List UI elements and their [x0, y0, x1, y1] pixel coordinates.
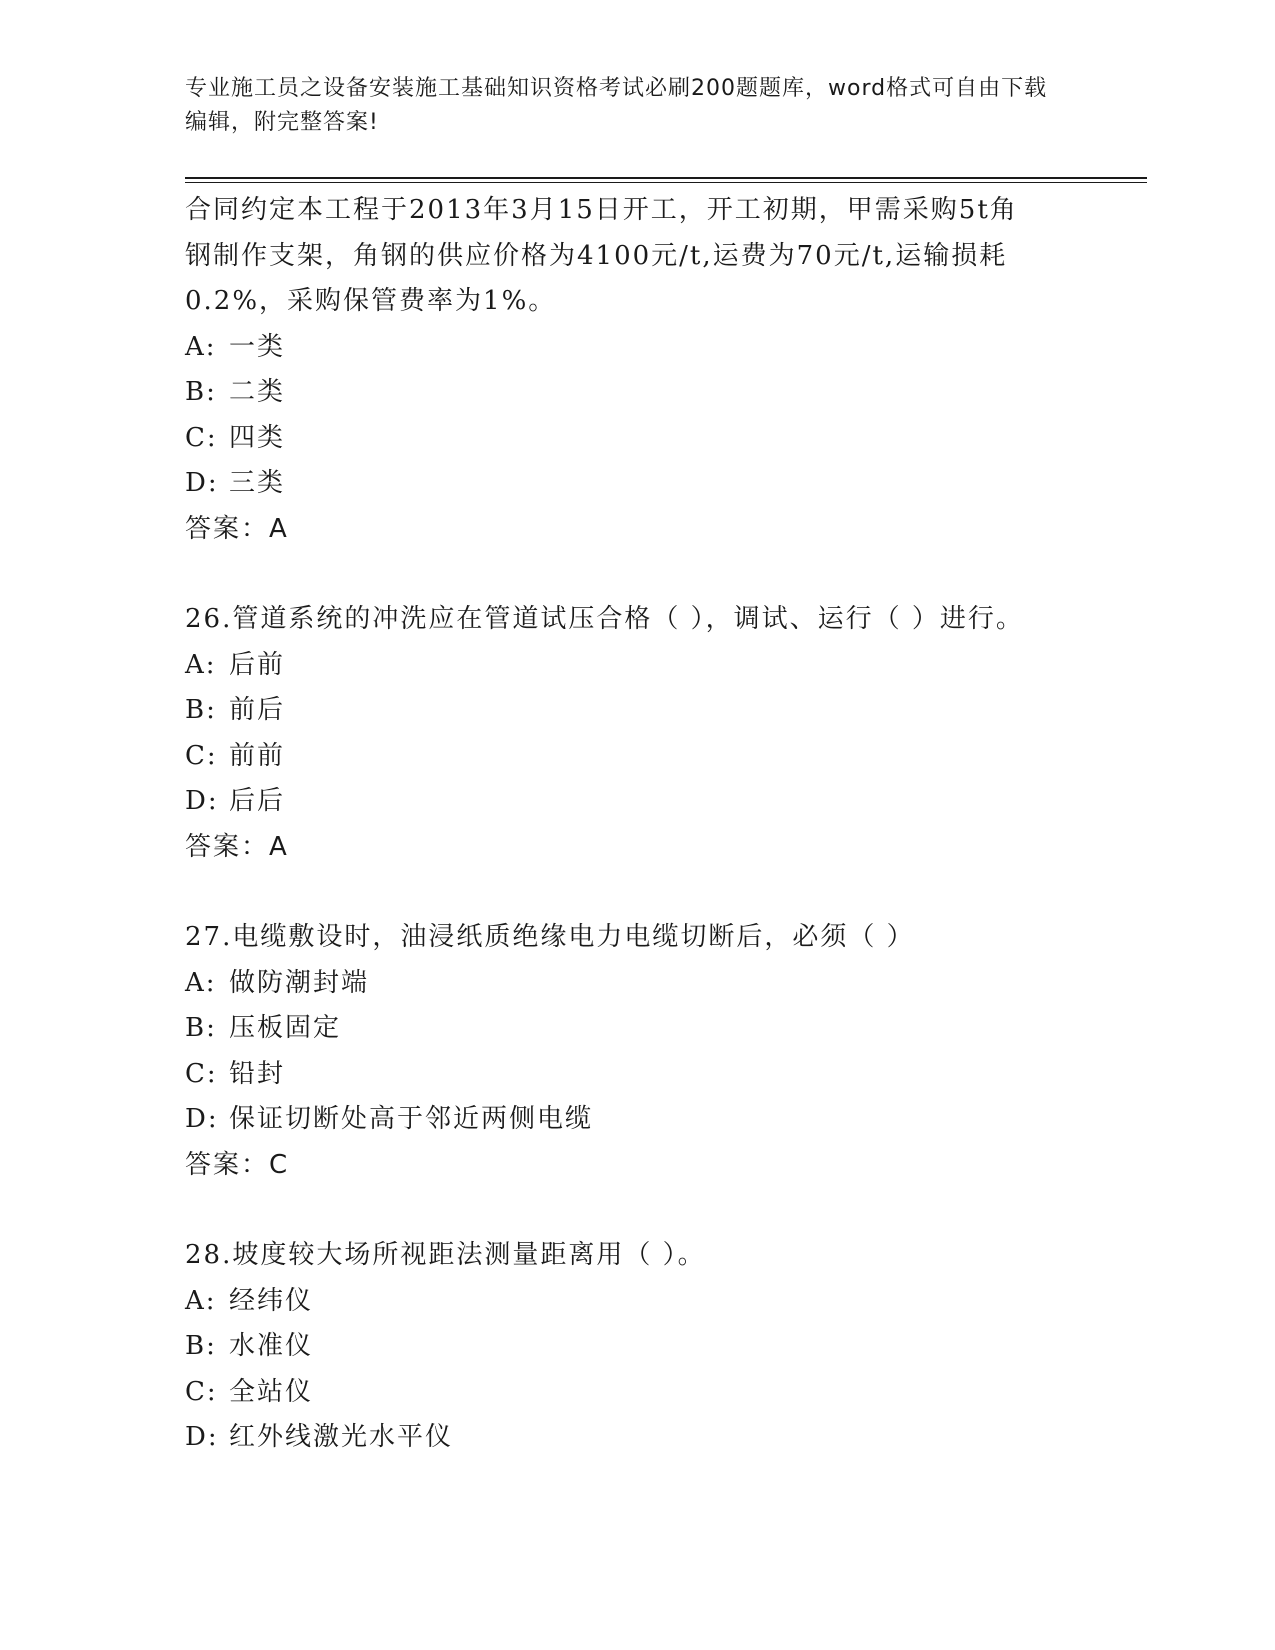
answer-line: 答案：A [185, 831, 289, 862]
option-b [185, 1006, 1105, 1052]
question-spacer [185, 870, 1105, 915]
question-text-line: 合同约定本工程于2013年3月15日开工，开工初期，甲需采购5t角 [185, 195, 1018, 225]
option-letter: B: [185, 695, 217, 725]
option-text: 三类 [229, 468, 286, 498]
option-a [185, 325, 1105, 371]
question-text-line: 钢制作支架，角钢的供应价格为4100元/t,运费为70元/t,运输损耗 [185, 240, 1008, 271]
option-b [185, 1324, 1105, 1370]
option-letter: D: [185, 1422, 219, 1452]
question-spacer [185, 552, 1105, 597]
option-c [185, 1052, 1105, 1098]
option-text: 铅封 [229, 1058, 286, 1089]
option-b [185, 688, 1105, 734]
question-27 [185, 915, 1105, 1188]
option-text: 压板固定 [229, 1013, 342, 1043]
option-letter: B: [185, 1331, 217, 1361]
question-text: 28.坡度较大场所视距法测量距离用（ ）。 [185, 1240, 706, 1270]
question-list [185, 188, 1105, 1461]
option-letter: C: [185, 422, 218, 453]
option-letter: D: [185, 786, 219, 816]
option-letter: A: [185, 1285, 217, 1316]
option-c [185, 416, 1105, 462]
option-letter: C: [185, 740, 218, 771]
option-text: 水准仪 [229, 1331, 314, 1361]
option-text: 前前 [229, 740, 286, 771]
document-header-title: 专业施工员之设备安装施工基础知识资格考试必刷200题题库，word格式可自由下载编辑，附完整答案! [185, 76, 1048, 135]
option-letter: A: [185, 331, 217, 362]
question-text: 27.电缆敷设时，油浸纸质绝缘电力电缆切断后，必须（ ） [185, 922, 915, 952]
option-letter: D: [185, 468, 219, 498]
option-text: 前后 [229, 695, 286, 725]
option-text: 四类 [229, 422, 286, 453]
option-text: 二类 [229, 377, 286, 407]
option-letter: A: [185, 967, 217, 998]
question-26 [185, 597, 1105, 870]
option-d [185, 461, 1105, 507]
option-letter: C: [185, 1376, 218, 1407]
option-text: 红外线激光水平仪 [229, 1422, 454, 1452]
question-text: 26.管道系统的冲洗应在管道试压合格（ ），调试、运行（ ）进行。 [185, 604, 1024, 634]
option-a [185, 1279, 1105, 1325]
option-d [185, 1415, 1105, 1461]
option-text: 一类 [229, 331, 286, 362]
option-d [185, 1097, 1105, 1143]
option-letter: A: [185, 649, 217, 680]
header-divider-thick [185, 177, 1147, 179]
option-b [185, 370, 1105, 416]
answer-line: 答案：A [185, 513, 289, 544]
option-letter: B: [185, 377, 217, 407]
option-c [185, 1370, 1105, 1416]
option-d [185, 779, 1105, 825]
option-text: 做防潮封端 [229, 967, 370, 998]
option-text: 保证切断处高于邻近两侧电缆 [229, 1104, 594, 1134]
option-text: 经纬仪 [229, 1285, 314, 1316]
question-spacer [185, 1188, 1105, 1233]
option-a [185, 643, 1105, 689]
option-text: 后后 [229, 786, 286, 816]
question-text-line: 0.2%，采购保管费率为1%。 [185, 286, 557, 316]
option-letter: D: [185, 1104, 219, 1134]
header-divider-thin [185, 182, 1147, 183]
option-letter: B: [185, 1013, 217, 1043]
option-a [185, 961, 1105, 1007]
question-25 [185, 188, 1105, 552]
option-text: 全站仪 [229, 1376, 314, 1407]
question-28 [185, 1233, 1105, 1461]
option-c [185, 734, 1105, 780]
option-text: 后前 [229, 649, 286, 680]
option-letter: C: [185, 1058, 218, 1089]
answer-line: 答案：C [185, 1149, 290, 1180]
